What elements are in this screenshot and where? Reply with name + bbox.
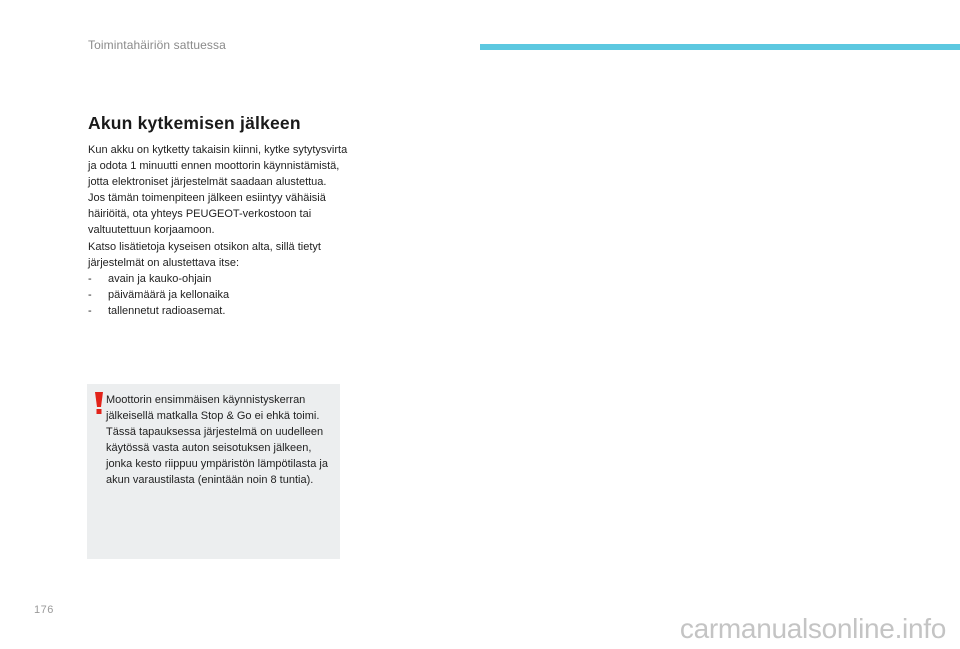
reinit-list [88,271,358,319]
list-dash: - [88,304,92,317]
list-item-text: päivämäärä ja kellonaika [108,288,230,301]
paragraph-contact-network: Jos tämän toimenpiteen jälkeen esiintyy vähäisiä häiriöitä, ota yhteys PEUGEOT-verkostoon tai valtuutettuun korjaamoon. [88,192,326,237]
warning-note-text [106,392,336,489]
warning-note-box [87,384,340,559]
list-dash: - [88,288,92,301]
warning-exclamation-icon [94,392,104,414]
list-item [88,271,358,287]
note-paragraph-stop-go: Moottorin ensimmäisen käynnistyskerran jälkeisellä matkalla Stop & Go ei ehkä toimi. [106,394,320,423]
list-item [88,287,358,303]
paragraph-reinitialize: Katso lisätietoja kyseisen otsikon alta, sillä tietyt järjestelmät on alustettava itse: [88,240,321,269]
list-dash: - [88,272,92,285]
section-heading: Akun kytkemisen jälkeen [88,113,301,133]
page-number: 176 [34,604,54,616]
note-paragraph-availability: Tässä tapauksessa järjestelmä on uudelleen käytössä vasta auton seisotuksen jälkeen, jonka kesto riippuu ympäristön lämpötilasta ja akun varaustilasta (enintään noin 8 tuntia). [106,426,328,487]
chapter-accent-bar [480,44,960,50]
paragraph-reconnect: Kun akku on kytketty takaisin kiinni, kytke sytytysvirta ja odota 1 minuutti ennen moottorin käynnistämistä, jotta elektroniset järjestelmät saadaan alustettua. [88,144,348,189]
section-body [88,142,358,319]
list-item-text: avain ja kauko-ohjain [108,272,212,285]
list-item [88,303,358,319]
list-item-text: tallennetut radioasemat. [108,304,226,317]
chapter-title: Toimintahäiriön sattuessa [88,38,226,52]
watermark: carmanualsonline.info [679,613,946,644]
